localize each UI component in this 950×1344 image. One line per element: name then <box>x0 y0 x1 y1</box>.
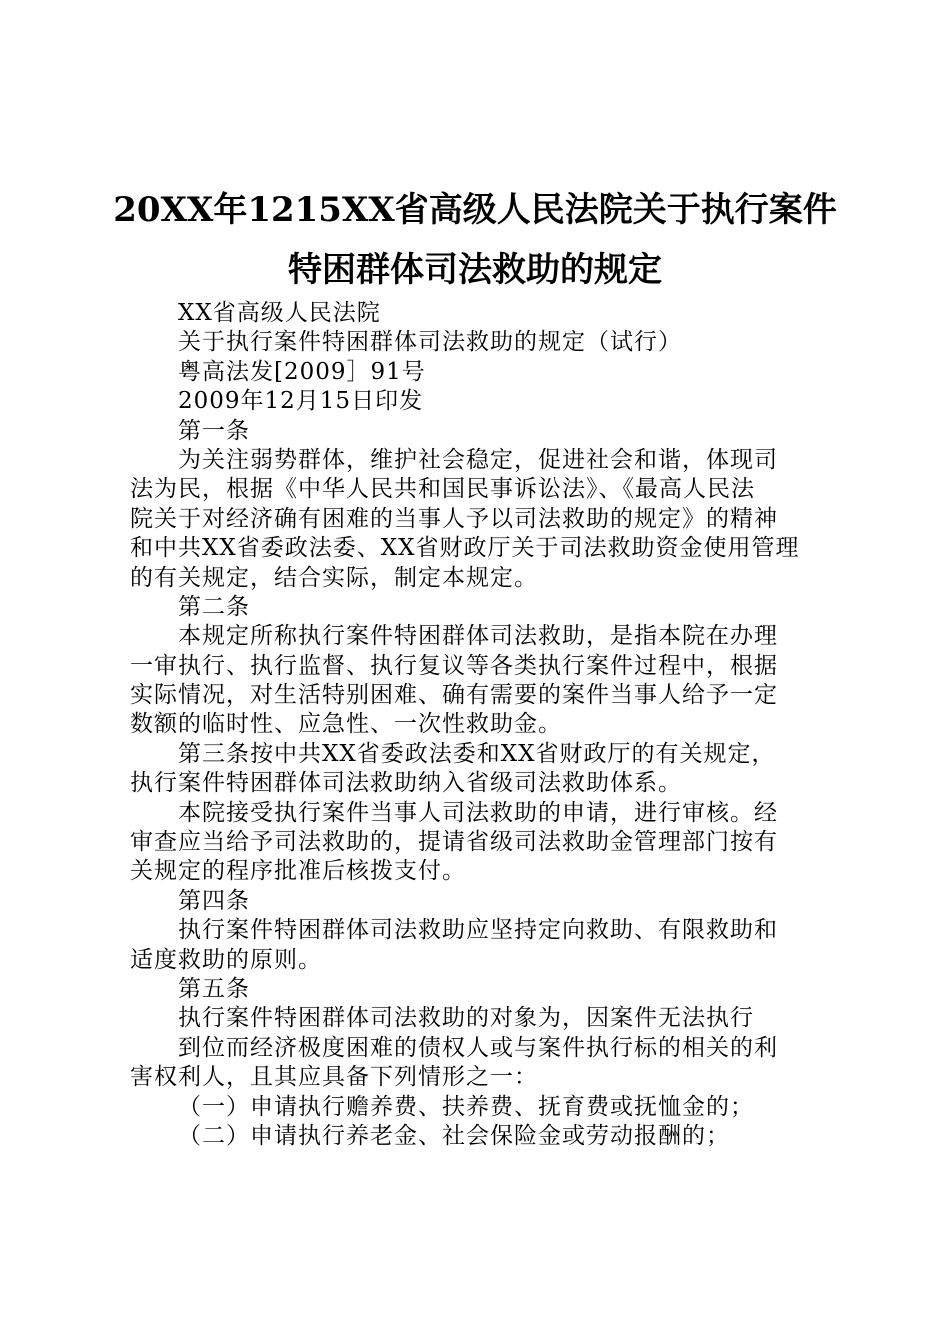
document-number-line: 粤高法发[2009］91号 <box>178 358 426 385</box>
paragraph-line: 执行案件特困群体司法救助的对象为，因案件无法执行 <box>178 1005 754 1032</box>
issuer-line: XX省高级人民法院 <box>178 300 381 326</box>
article-heading: 第五条 <box>178 975 250 1002</box>
subtitle-line: 关于执行案件特困群体司法救助的规定（试行） <box>178 329 682 356</box>
paragraph-line: 审查应当给予司法救助的，提请省级司法救助金管理部门按有 <box>130 829 778 856</box>
paragraph-line: 法为民，根据《中华人民共和国民事诉讼法》、《最高人民法 <box>130 476 755 503</box>
document-body <box>130 299 830 1151</box>
paragraph-line: 适度救助的原则。 <box>130 946 322 973</box>
paragraph-line: 执行案件特困群体司法救助应坚持定向救助、有限救助和 <box>178 917 778 944</box>
paragraph-line: 关规定的程序批准后核拨支付。 <box>130 858 466 885</box>
paragraph-line: 害权利人，且其应具备下列情形之一： <box>130 1064 538 1091</box>
list-item: （二）申请执行养老金、社会保险金或劳动报酬的； <box>178 1122 730 1149</box>
paragraph-line: 数额的临时性、应急性、一次性救助金。 <box>130 711 562 738</box>
document-title-line-2: 特困群体司法救助的规定 <box>288 250 662 290</box>
paragraph-line: 第三条按中共XX省委政法委和XX省财政厅的有关规定， <box>178 740 776 767</box>
paragraph-line: 一审执行、执行监督、执行复议等各类执行案件过程中，根据 <box>130 652 778 679</box>
article-heading: 第一条 <box>178 417 250 444</box>
paragraph-line: 为关注弱势群体，维护社会稳定，促进社会和谐，体现司 <box>178 446 778 473</box>
list-item: （一）申请执行赡养费、扶养费、抚育费或抚恤金的； <box>178 1093 754 1120</box>
article-heading: 第四条 <box>178 887 250 914</box>
paragraph-line: 本规定所称执行案件特困群体司法救助，是指本院在办理 <box>178 623 778 650</box>
issue-date-line: 2009年12月15日印发 <box>178 388 424 415</box>
article-heading: 第二条 <box>178 593 250 620</box>
paragraph-line: 实际情况，对生活特别困难、确有需要的案件当事人给予一定 <box>130 682 778 709</box>
paragraph-line: 和中共XX省委政法委、XX省财政厅关于司法救助资金使用管理 <box>130 535 800 562</box>
document-title-line-1: 20XX年1215XX省高级人民法院关于执行案件 <box>113 190 837 230</box>
paragraph-line: 的有关规定，结合实际，制定本规定。 <box>130 564 538 591</box>
paragraph-line: 院关于对经济确有困难的当事人予以司法救助的规定》的精神 <box>130 505 778 532</box>
paragraph-line: 到位而经济极度困难的债权人或与案件执行标的相关的利 <box>178 1034 778 1061</box>
paragraph-line: 执行案件特困群体司法救助纳入省级司法救助体系。 <box>130 770 682 797</box>
paragraph-line: 本院接受执行案件当事人司法救助的申请，进行审核。经 <box>178 799 778 826</box>
